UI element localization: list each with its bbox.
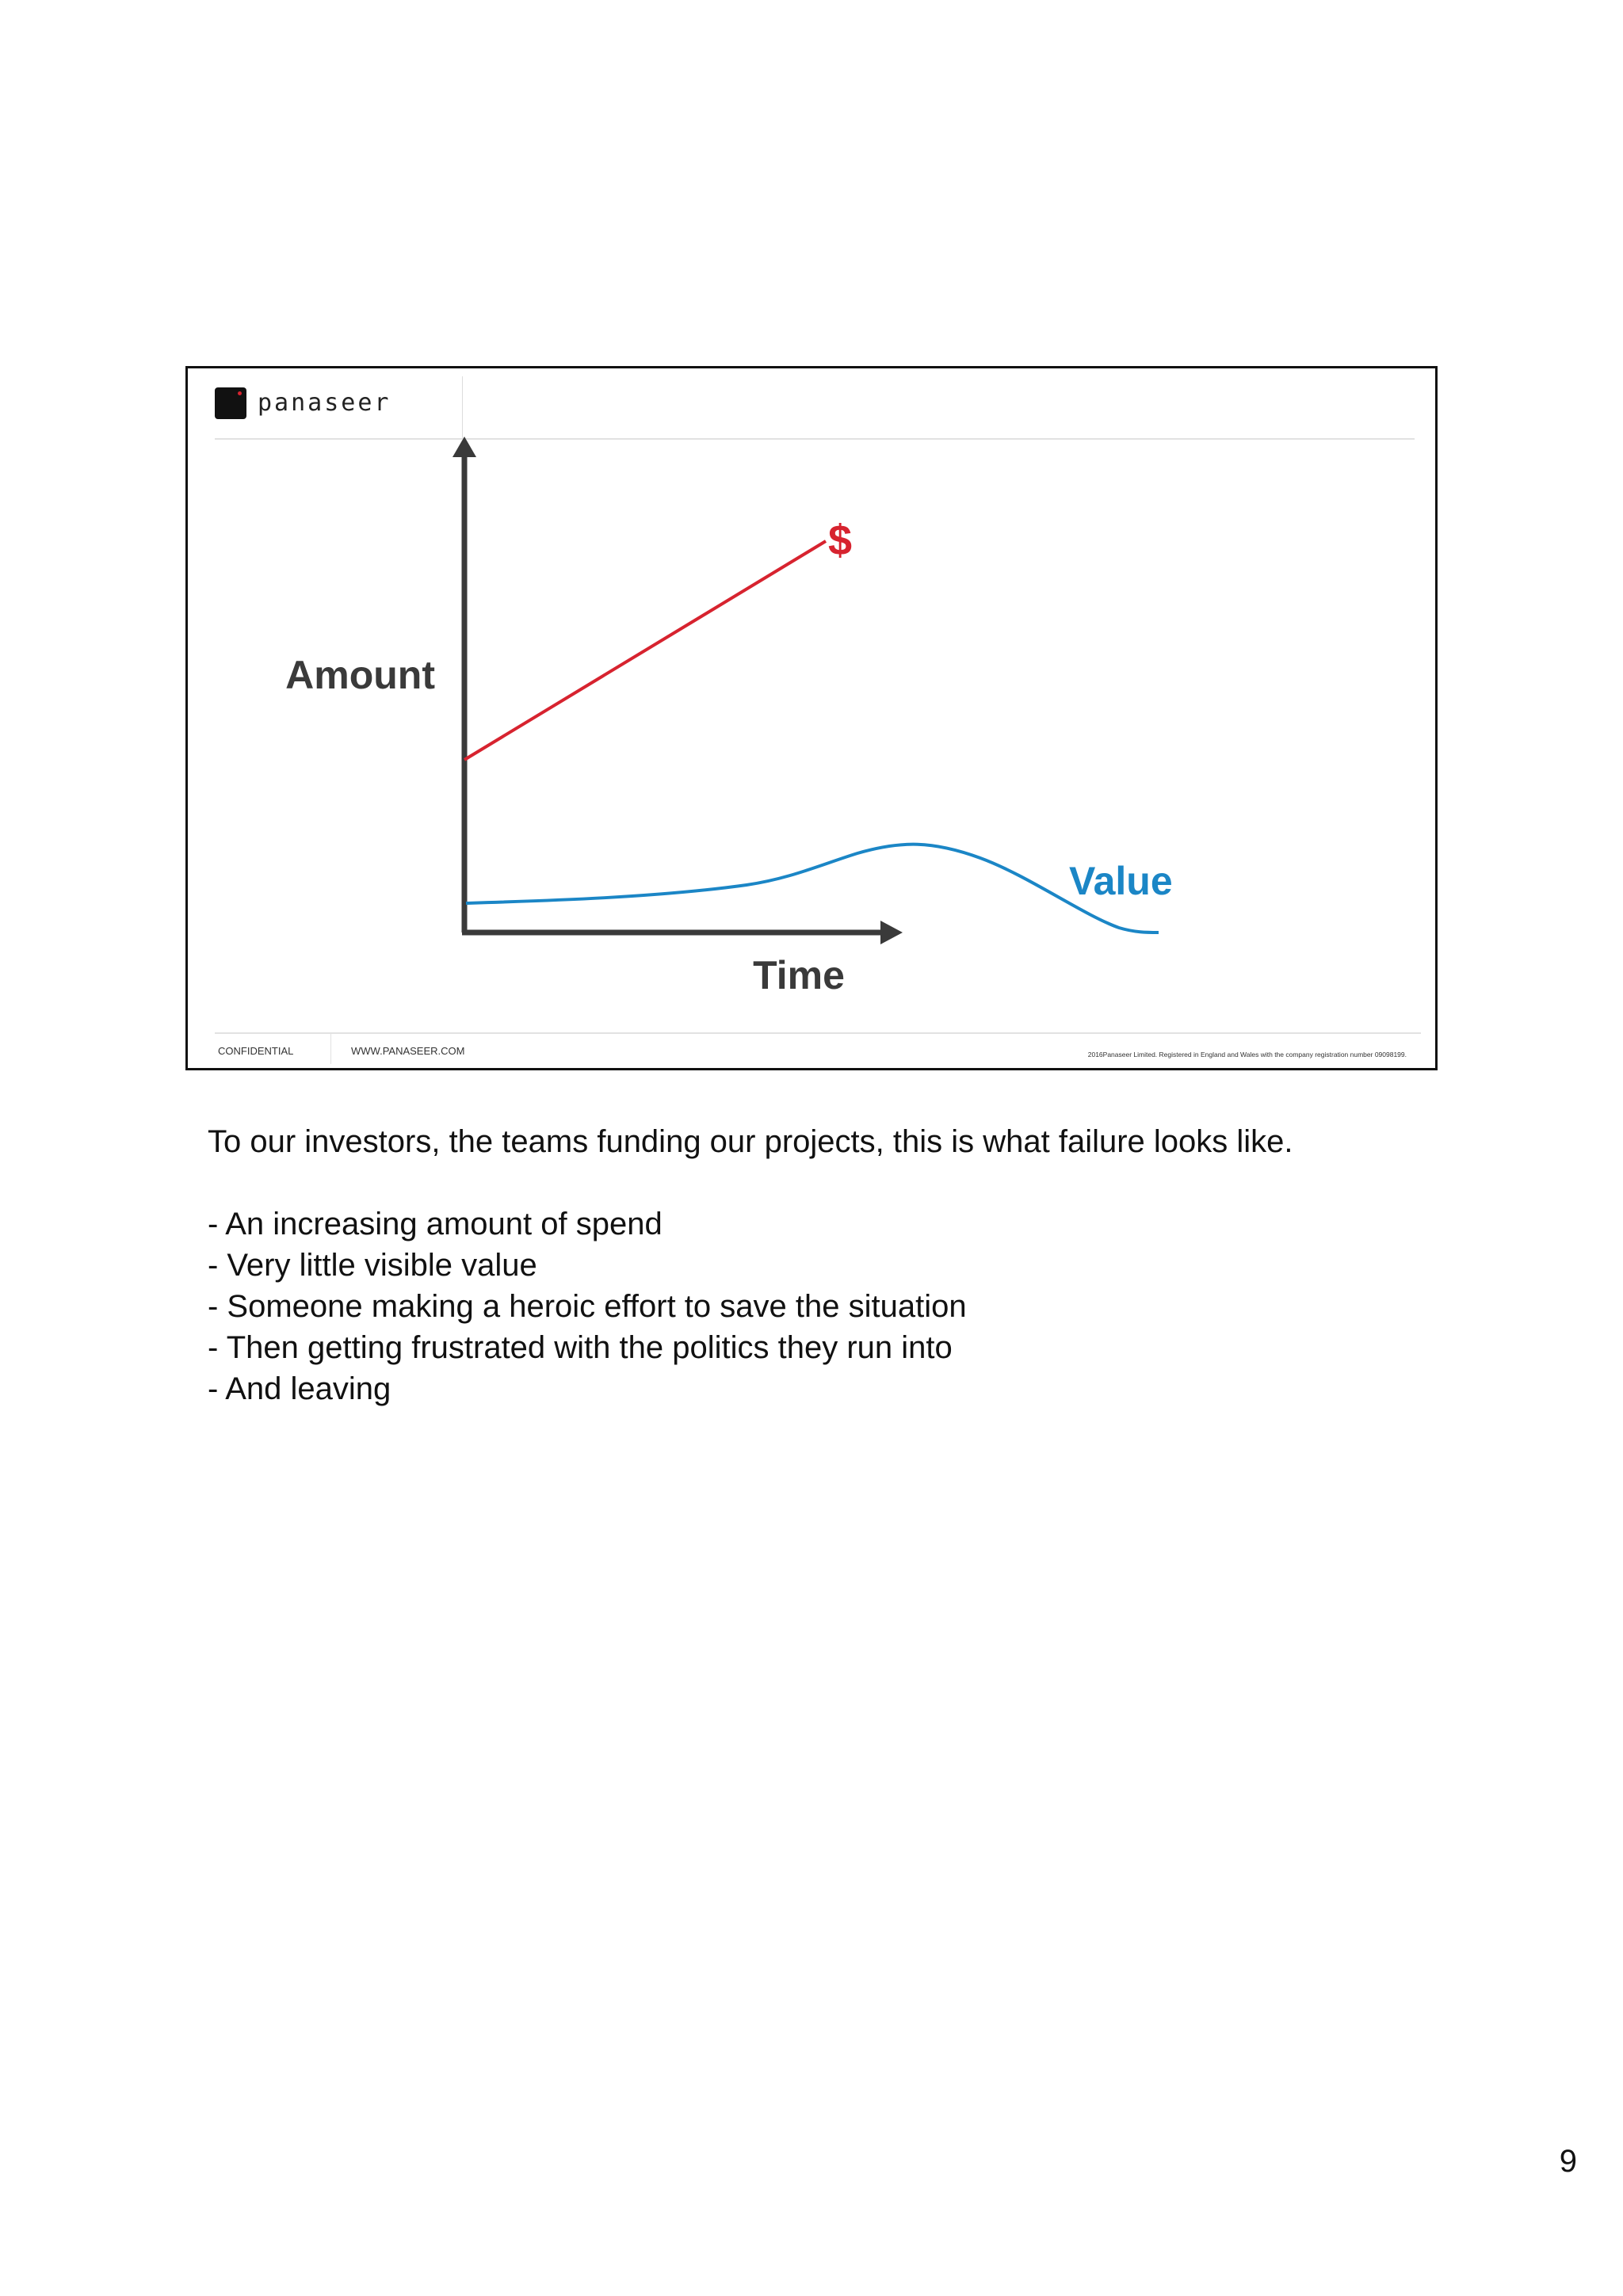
speaker-notes <box>208 1121 1555 1409</box>
x-axis-label: Time <box>753 953 845 997</box>
y-axis-arrow-icon <box>453 437 476 457</box>
series-line-value <box>466 845 1159 933</box>
notes-bullet: - Then getting frustrated with the politics they run into <box>208 1330 953 1365</box>
chart-axes <box>453 437 903 944</box>
page-number: 9 <box>1559 2144 1577 2179</box>
footer-confidential: CONFIDENTIAL <box>218 1045 294 1057</box>
slide-image <box>185 366 1438 1070</box>
footer-legal-text: 2016Panaseer Limited. Registered in England and Wales with the company registration number 09098199. <box>1087 1051 1407 1058</box>
notes-bullet: - An increasing amount of spend <box>208 1207 663 1241</box>
series-label-value: Value <box>1069 859 1173 903</box>
footer-divider <box>215 1032 1421 1034</box>
notes-bullet-list <box>208 1203 1555 1409</box>
series-line-spend <box>464 541 826 760</box>
logo-text: panaseer <box>258 389 391 417</box>
y-axis-label: Amount <box>285 653 435 697</box>
footer-divider-vertical <box>330 1032 331 1064</box>
spend-value-chart <box>188 368 1435 1068</box>
x-axis-arrow-icon <box>880 921 903 944</box>
series-label-spend: $ <box>828 517 853 564</box>
notes-bullet: - And leaving <box>208 1371 391 1406</box>
notes-bullet: - Someone making a heroic effort to save the situation <box>208 1289 967 1324</box>
notes-intro: To our investors, the teams funding our projects, this is what failure looks like. <box>208 1124 1293 1159</box>
notes-bullet: - Very little visible value <box>208 1248 537 1283</box>
footer-website-link[interactable]: WWW.PANASEER.COM <box>351 1045 465 1057</box>
